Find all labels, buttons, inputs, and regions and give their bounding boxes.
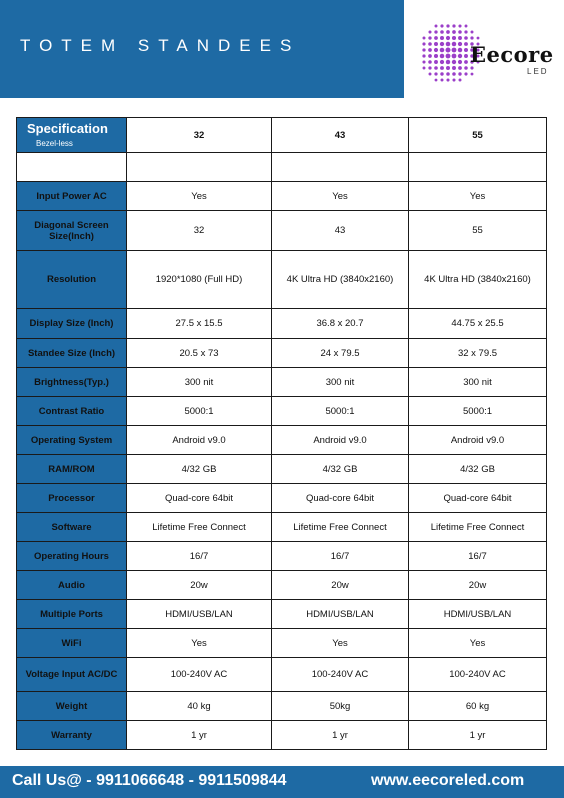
logo-dot xyxy=(440,30,444,34)
logo-dot xyxy=(446,72,450,76)
blank-cell xyxy=(409,153,547,182)
logo-dot xyxy=(435,25,438,28)
table-cell: HDMI/USB/LAN xyxy=(127,600,272,629)
table-cell: 16/7 xyxy=(272,542,409,571)
table-cell: 4K Ultra HD (3840x2160) xyxy=(409,251,547,309)
logo-dot xyxy=(452,72,456,76)
logo-text: Eecore xyxy=(470,42,554,67)
logo-dot xyxy=(428,36,431,39)
table-cell: 1 yr xyxy=(272,721,409,750)
spec-label: Specification xyxy=(27,121,108,136)
row-label: Warranty xyxy=(17,721,127,750)
table-cell: 16/7 xyxy=(409,542,547,571)
logo-subtext: LED xyxy=(527,67,549,76)
row-label: RAM/ROM xyxy=(17,455,127,484)
logo-dot xyxy=(458,54,462,58)
blank-cell xyxy=(272,153,409,182)
logo-dot xyxy=(452,48,457,53)
table-cell: 55 xyxy=(409,211,547,251)
logo-dot xyxy=(452,60,456,64)
table-cell: Yes xyxy=(272,629,409,658)
logo-dot xyxy=(446,48,451,53)
table-cell: Lifetime Free Connect xyxy=(409,513,547,542)
table-row xyxy=(17,397,547,426)
table-cell: 4/32 GB xyxy=(409,455,547,484)
table-cell: 1920*1080 (Full HD) xyxy=(127,251,272,309)
table-row xyxy=(17,658,547,692)
table-cell: Yes xyxy=(409,629,547,658)
table-cell: 5000:1 xyxy=(127,397,272,426)
logo-dot xyxy=(446,30,450,34)
blank-row xyxy=(17,153,547,182)
logo-dot xyxy=(464,48,468,52)
logo-dot xyxy=(435,79,438,82)
logo-dot xyxy=(446,36,450,40)
logo-dot xyxy=(446,24,449,27)
table-row xyxy=(17,251,547,309)
row-label: Processor xyxy=(17,484,127,513)
logo-dot xyxy=(422,48,425,51)
table-cell: 300 nit xyxy=(409,368,547,397)
table-row xyxy=(17,368,547,397)
blank-cell xyxy=(127,153,272,182)
logo-dot xyxy=(434,36,438,40)
logo-dot xyxy=(434,30,437,33)
row-label: Display Size (Inch) xyxy=(17,309,127,339)
logo-dot xyxy=(428,42,432,46)
logo-dot xyxy=(464,60,468,64)
logo-dot xyxy=(464,72,467,75)
row-label: Voltage Input AC/DC xyxy=(17,658,127,692)
logo-dot xyxy=(446,78,449,81)
logo-dot xyxy=(458,72,461,75)
table-cell: 40 kg xyxy=(127,692,272,721)
logo-dot xyxy=(452,54,457,59)
row-label: Operating Hours xyxy=(17,542,127,571)
table-cell: Yes xyxy=(127,182,272,211)
logo-dot xyxy=(459,79,462,82)
row-label: Contrast Ratio xyxy=(17,397,127,426)
row-label: Standee Size (Inch) xyxy=(17,339,127,368)
logo-dot xyxy=(458,30,462,34)
table-cell: 5000:1 xyxy=(272,397,409,426)
table-row xyxy=(17,484,547,513)
row-label: Diagonal Screen Size(Inch) xyxy=(17,211,127,251)
website-link[interactable]: www.eecoreled.com xyxy=(371,772,525,789)
logo-dot xyxy=(458,36,462,40)
logo-dot xyxy=(458,24,461,27)
logo-dot xyxy=(428,60,432,64)
table-cell: 4/32 GB xyxy=(127,455,272,484)
spec-table xyxy=(16,117,547,750)
table-cell: HDMI/USB/LAN xyxy=(409,600,547,629)
table-cell: Quad-core 64bit xyxy=(409,484,547,513)
table-cell: Yes xyxy=(272,182,409,211)
logo-dot xyxy=(458,60,462,64)
table-cell: 60 kg xyxy=(409,692,547,721)
logo-dot xyxy=(428,54,432,58)
table-row xyxy=(17,426,547,455)
column-header-32: 32 xyxy=(127,118,272,153)
table-cell: 100-240V AC xyxy=(127,658,272,692)
row-label: Operating System xyxy=(17,426,127,455)
logo-dot xyxy=(464,30,467,33)
table-row xyxy=(17,455,547,484)
logo-dot xyxy=(422,60,425,63)
table-cell: Yes xyxy=(409,182,547,211)
table-cell: 5000:1 xyxy=(409,397,547,426)
table-cell: Quad-core 64bit xyxy=(272,484,409,513)
table-cell: 20.5 x 73 xyxy=(127,339,272,368)
table-cell: Quad-core 64bit xyxy=(127,484,272,513)
row-label: WiFi xyxy=(17,629,127,658)
table-row xyxy=(17,339,547,368)
table-row xyxy=(17,542,547,571)
logo-dot xyxy=(464,54,468,58)
logo-dot xyxy=(434,48,438,52)
logo-dot xyxy=(440,48,445,53)
table-cell: 32 xyxy=(127,211,272,251)
table-cell: 50kg xyxy=(272,692,409,721)
logo-dot xyxy=(458,48,462,52)
logo-dot xyxy=(446,60,450,64)
logo-dot xyxy=(428,30,431,33)
row-label: Audio xyxy=(17,571,127,600)
row-label: Software xyxy=(17,513,127,542)
column-header-55: 55 xyxy=(409,118,547,153)
table-cell: HDMI/USB/LAN xyxy=(272,600,409,629)
table-cell: Android v9.0 xyxy=(409,426,547,455)
table-cell: 4K Ultra HD (3840x2160) xyxy=(272,251,409,309)
logo-dot xyxy=(422,54,425,57)
table-cell: Android v9.0 xyxy=(127,426,272,455)
logo-dot xyxy=(440,42,444,46)
logo-dot xyxy=(470,36,473,39)
logo-dot xyxy=(434,60,438,64)
logo-dot xyxy=(446,66,450,70)
logo-dot xyxy=(464,42,468,46)
logo-dot xyxy=(422,42,425,45)
logo-dot xyxy=(465,25,468,28)
logo-dot xyxy=(452,78,455,81)
table-cell: 100-240V AC xyxy=(272,658,409,692)
logo-dot xyxy=(464,36,468,40)
table-cell: 20w xyxy=(409,571,547,600)
logo-dot xyxy=(428,48,432,52)
logo-dot xyxy=(446,42,451,47)
table-row xyxy=(17,513,547,542)
row-label: Multiple Ports xyxy=(17,600,127,629)
table-cell: Lifetime Free Connect xyxy=(127,513,272,542)
table-cell: 27.5 x 15.5 xyxy=(127,309,272,339)
table-header-row xyxy=(17,118,547,153)
table-row xyxy=(17,600,547,629)
logo-dot xyxy=(440,60,444,64)
table-cell: Lifetime Free Connect xyxy=(272,513,409,542)
table-row xyxy=(17,309,547,339)
spec-sublabel: Bezel-less xyxy=(36,139,73,148)
blank-cell xyxy=(17,153,127,182)
logo-dot xyxy=(434,54,438,58)
page-title: TOTEM STANDEES xyxy=(20,36,301,55)
row-label: Input Power AC xyxy=(17,182,127,211)
spec-header-cell xyxy=(17,118,127,153)
logo-dot xyxy=(428,66,431,69)
logo-dot xyxy=(452,42,457,47)
table-cell: 20w xyxy=(272,571,409,600)
logo-dot xyxy=(471,31,474,34)
table-cell: Yes xyxy=(127,629,272,658)
logo-dot xyxy=(458,42,462,46)
logo-dot xyxy=(452,36,456,40)
table-cell: 300 nit xyxy=(272,368,409,397)
logo-dot xyxy=(477,37,480,40)
logo-dot xyxy=(423,67,426,70)
row-label: Brightness(Typ.) xyxy=(17,368,127,397)
logo-dot xyxy=(429,73,432,76)
logo-dot xyxy=(440,78,443,81)
table-cell: 36.8 x 20.7 xyxy=(272,309,409,339)
logo-dot xyxy=(440,72,443,75)
table-cell: 300 nit xyxy=(127,368,272,397)
table-cell: 24 x 79.5 xyxy=(272,339,409,368)
table-row xyxy=(17,211,547,251)
logo-dot xyxy=(452,66,456,70)
table-cell: 43 xyxy=(272,211,409,251)
logo-dot xyxy=(452,30,456,34)
table-cell: 20w xyxy=(127,571,272,600)
table-cell: 16/7 xyxy=(127,542,272,571)
logo-dot xyxy=(452,24,455,27)
column-header-43: 43 xyxy=(272,118,409,153)
table-cell: 100-240V AC xyxy=(409,658,547,692)
row-label: Weight xyxy=(17,692,127,721)
logo-dot xyxy=(434,42,438,46)
logo-dot xyxy=(440,66,444,70)
row-label: Resolution xyxy=(17,251,127,309)
table-row xyxy=(17,721,547,750)
table-cell: 44.75 x 25.5 xyxy=(409,309,547,339)
logo-dot xyxy=(440,24,443,27)
table-row xyxy=(17,692,547,721)
table-row xyxy=(17,629,547,658)
contact-phone: Call Us@ - 9911066648 - 9911509844 xyxy=(12,772,287,789)
table-cell: 1 yr xyxy=(409,721,547,750)
logo-dot xyxy=(440,54,445,59)
logo-dot xyxy=(440,36,444,40)
logo-dot xyxy=(446,54,451,59)
table-row xyxy=(17,571,547,600)
logo-dot xyxy=(423,37,426,40)
table-cell: Android v9.0 xyxy=(272,426,409,455)
table-cell: 4/32 GB xyxy=(272,455,409,484)
table-row xyxy=(17,182,547,211)
logo-dot xyxy=(471,73,474,76)
logo-dot xyxy=(458,66,462,70)
logo-dot xyxy=(464,66,468,70)
table-cell: 32 x 79.5 xyxy=(409,339,547,368)
table-cell: 1 yr xyxy=(127,721,272,750)
logo-dot xyxy=(434,72,437,75)
logo-dot xyxy=(434,66,438,70)
